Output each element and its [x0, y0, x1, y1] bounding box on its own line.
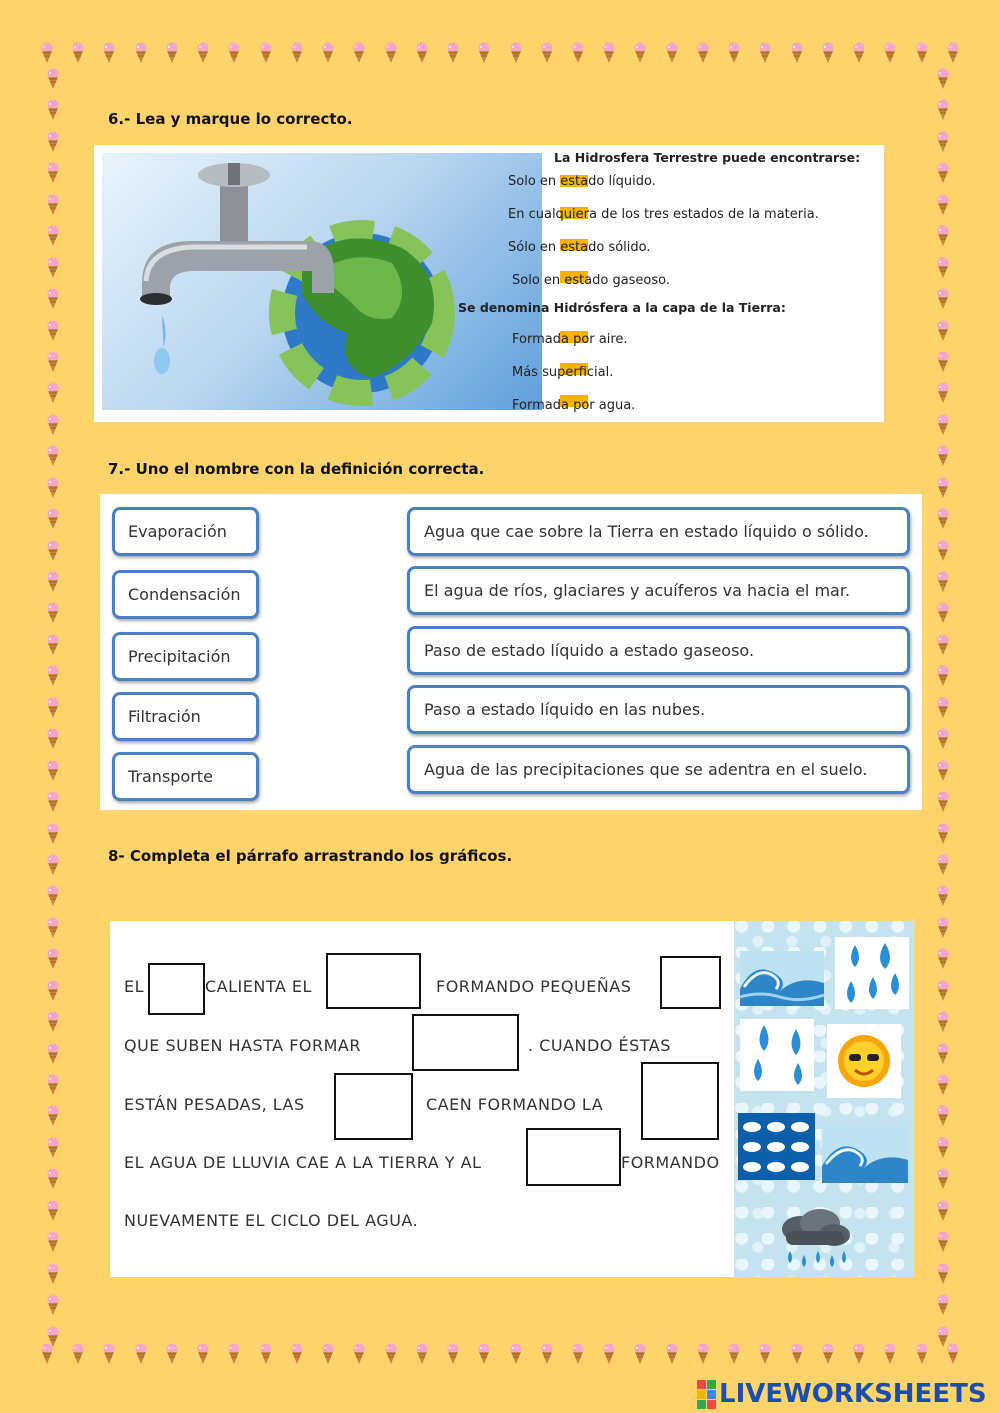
ice-cream-cone-icon: [936, 225, 950, 247]
q6-option1: Solo en estado líquido.: [508, 174, 656, 189]
q8-line1-a: EL: [124, 977, 145, 996]
ice-cream-cone-icon: [571, 1343, 585, 1373]
ice-cream-cone-icon: [915, 1343, 929, 1373]
ice-cream-cone-icon: [46, 665, 60, 687]
ice-cream-cone-icon: [936, 1263, 950, 1285]
ice-cream-cone-icon: [384, 42, 398, 72]
term-filtracion[interactable]: Filtración: [112, 692, 259, 741]
ice-cream-cone-icon: [46, 634, 60, 656]
ice-cream-cone-icon: [321, 42, 335, 72]
ice-cream-cone-icon: [46, 854, 60, 876]
ice-cream-cone-icon: [46, 791, 60, 813]
ice-cream-cone-icon: [936, 382, 950, 404]
ice-cream-cone-icon: [936, 1105, 950, 1127]
ice-cream-cone-icon: [758, 1343, 772, 1373]
ice-cream-cone-icon: [46, 1105, 60, 1127]
ice-cream-cone-icon: [321, 1343, 335, 1373]
q8-line4-b: FORMANDO: [621, 1153, 720, 1172]
ice-cream-cone-icon: [883, 42, 897, 72]
logo-text: LIVEWORKSHEETS: [719, 1379, 987, 1409]
ice-cream-cone-icon: [165, 1343, 179, 1373]
ice-cream-cone-icon: [384, 1343, 398, 1373]
ice-cream-cone-icon: [602, 1343, 616, 1373]
q8-line1-b: CALIENTA EL: [205, 977, 312, 996]
ice-cream-cone-icon: [915, 42, 929, 72]
term-condensacion[interactable]: Condensación: [112, 570, 259, 619]
drop-zone-3[interactable]: [660, 956, 721, 1009]
ice-cream-cone-icon: [936, 288, 950, 310]
ice-cream-cone-icon: [936, 760, 950, 782]
ice-cream-cone-icon: [936, 1168, 950, 1190]
q8-line3-b: CAEN FORMANDO LA: [426, 1095, 604, 1114]
ice-cream-cone-icon: [134, 1343, 148, 1373]
ice-cream-cone-icon: [936, 1200, 950, 1222]
ice-cream-cone-icon: [46, 382, 60, 404]
drop-zone-4[interactable]: [412, 1014, 519, 1071]
definition-2[interactable]: El agua de ríos, glaciares y acuíferos va hacia el mar.: [407, 566, 910, 615]
drop-zone-2[interactable]: [326, 953, 421, 1009]
ice-cream-cone-icon: [883, 1343, 897, 1373]
ice-cream-cone-icon: [509, 1343, 523, 1373]
droplets-icon[interactable]: [740, 1019, 814, 1091]
definition-4[interactable]: Paso a estado líquido en las nubes.: [407, 685, 910, 734]
ice-cream-cone-icon: [46, 99, 60, 121]
rain-cloud-icon[interactable]: [770, 1207, 856, 1271]
ice-cream-cone-icon: [540, 1343, 554, 1373]
q6-question1: La Hidrosfera Terrestre puede encontrarse:: [554, 150, 861, 165]
wave-icon[interactable]: [740, 951, 824, 1006]
ice-cream-cone-icon: [665, 1343, 679, 1373]
q7-heading: 7.- Uno el nombre con la definición correcta.: [108, 460, 485, 478]
ice-cream-cone-icon: [46, 1168, 60, 1190]
ice-cream-cone-icon: [936, 162, 950, 184]
ice-cream-cone-icon: [227, 1343, 241, 1373]
ice-cream-cone-icon: [936, 477, 950, 499]
ice-cream-cone-icon: [46, 1011, 60, 1033]
term-precipitacion[interactable]: Precipitación: [112, 632, 259, 681]
q6-option5: Formada por aire.: [512, 332, 628, 347]
ice-cream-cone-icon: [46, 445, 60, 467]
q6-heading: 6.- Lea y marque lo correcto.: [108, 110, 353, 128]
ice-cream-cone-icon: [46, 477, 60, 499]
ice-cream-cone-icon: [290, 1343, 304, 1373]
ice-cream-cone-icon: [46, 351, 60, 373]
ice-cream-cone-icon: [936, 980, 950, 1002]
ice-cream-cone-icon: [936, 320, 950, 342]
ice-cream-cone-icon: [352, 1343, 366, 1373]
sun-icon[interactable]: [827, 1024, 901, 1098]
ice-cream-cone-icon: [936, 823, 950, 845]
ice-cream-cone-icon: [936, 791, 950, 813]
ice-cream-cone-icon: [46, 1263, 60, 1285]
q6-option3: Sólo en estado sólido.: [508, 240, 651, 255]
ice-cream-cone-icon: [852, 1343, 866, 1373]
q6-question2: Se denomina Hidrósfera a la capa de la Tierra:: [458, 300, 786, 315]
ice-cream-cone-icon: [352, 42, 366, 72]
q7-panel: [100, 494, 922, 810]
ice-cream-cone-icon: [46, 1043, 60, 1065]
q8-heading: 8- Completa el párrafo arrastrando los gráficos.: [108, 847, 513, 865]
ice-cream-cone-icon: [509, 42, 523, 72]
ice-cream-cone-icon: [936, 540, 950, 562]
border-right: [932, 68, 954, 1348]
ice-cream-cone-icon: [936, 68, 950, 90]
ice-cream-cone-icon: [46, 697, 60, 719]
ice-cream-cone-icon: [727, 1343, 741, 1373]
q8-line4-a: EL AGUA DE LLUVIA CAE A LA TIERRA Y AL: [124, 1153, 482, 1172]
ice-cream-cone-icon: [936, 1231, 950, 1253]
ice-cream-cone-icon: [790, 42, 804, 72]
wave-icon[interactable]: [822, 1126, 908, 1183]
ice-cream-cone-icon: [71, 1343, 85, 1373]
ice-cream-cone-icon: [936, 131, 950, 153]
ice-cream-cone-icon: [936, 1137, 950, 1159]
ice-cream-cone-icon: [46, 948, 60, 970]
border-top: [40, 42, 960, 72]
ice-cream-cone-icon: [46, 320, 60, 342]
ice-cream-cone-icon: [936, 1326, 950, 1348]
ice-cream-cone-icon: [936, 414, 950, 436]
ice-cream-cone-icon: [46, 1200, 60, 1222]
ice-cream-cone-icon: [102, 42, 116, 72]
drop-zone-5[interactable]: [334, 1073, 413, 1140]
ice-cream-cone-icon: [446, 1343, 460, 1373]
definition-3[interactable]: Paso de estado líquido a estado gaseoso.: [407, 626, 910, 675]
border-left: [42, 68, 64, 1348]
ice-cream-cone-icon: [936, 1294, 950, 1316]
q6-option4: Solo en estado gaseoso.: [512, 273, 671, 288]
term-evaporacion[interactable]: Evaporación: [112, 507, 259, 556]
ice-cream-cone-icon: [540, 42, 554, 72]
ice-cream-cone-icon: [259, 42, 273, 72]
q6-option6: Más superficial.: [512, 365, 614, 380]
ice-cream-cone-icon: [259, 1343, 273, 1373]
ice-cream-cone-icon: [46, 571, 60, 593]
q8-line2-b: . CUANDO ÉSTAS: [528, 1036, 671, 1055]
ice-cream-cone-icon: [727, 42, 741, 72]
q6-option2: En cualquiera de los tres estados de la materia.: [508, 207, 819, 222]
ice-cream-cone-icon: [134, 42, 148, 72]
ice-cream-cone-icon: [46, 162, 60, 184]
ice-cream-cone-icon: [46, 917, 60, 939]
ice-cream-cone-icon: [46, 1231, 60, 1253]
ice-cream-cone-icon: [102, 1343, 116, 1373]
ice-cream-cone-icon: [415, 1343, 429, 1373]
ice-cream-cone-icon: [46, 131, 60, 153]
q8-line3-a: ESTÁN PESADAS, LAS: [124, 1095, 305, 1114]
q8-paragraph-panel: [110, 921, 734, 1277]
border-bottom: [40, 1343, 960, 1373]
q8-line5: NUEVAMENTE EL CICLO DEL AGUA.: [124, 1211, 419, 1230]
ice-cream-cone-icon: [477, 1343, 491, 1373]
ice-cream-cone-icon: [821, 1343, 835, 1373]
ice-cream-cone-icon: [227, 42, 241, 72]
ice-cream-cone-icon: [936, 697, 950, 719]
ice-cream-cone-icon: [46, 1074, 60, 1096]
droplets-icon[interactable]: [835, 937, 909, 1009]
ice-cream-cone-icon: [633, 42, 647, 72]
ice-cream-cone-icon: [936, 351, 950, 373]
ice-cream-cone-icon: [665, 42, 679, 72]
ice-cream-cone-icon: [936, 665, 950, 687]
ice-cream-cone-icon: [446, 42, 460, 72]
ice-cream-cone-icon: [46, 728, 60, 750]
ice-cream-cone-icon: [46, 885, 60, 907]
ice-cream-cone-icon: [936, 99, 950, 121]
ice-cream-cone-icon: [936, 1074, 950, 1096]
ice-cream-cone-icon: [46, 760, 60, 782]
ice-cream-cone-icon: [936, 571, 950, 593]
ice-cream-cone-icon: [936, 885, 950, 907]
ice-cream-cone-icon: [696, 1343, 710, 1373]
ice-cream-cone-icon: [477, 42, 491, 72]
ice-cream-cone-icon: [821, 42, 835, 72]
ice-cream-cone-icon: [165, 42, 179, 72]
drop-zone-7[interactable]: [526, 1128, 621, 1186]
q6-option7: Formada por agua.: [512, 398, 636, 413]
ice-cream-cone-icon: [46, 540, 60, 562]
ice-cream-cone-icon: [936, 1043, 950, 1065]
ice-cream-cone-icon: [571, 42, 585, 72]
q8-line2-a: QUE SUBEN HASTA FORMAR: [124, 1036, 361, 1055]
ice-cream-cone-icon: [196, 42, 210, 72]
ice-cream-cone-icon: [936, 1011, 950, 1033]
ice-cream-cone-icon: [46, 508, 60, 530]
definition-1[interactable]: Agua que cae sobre la Tierra en estado líquido o sólido.: [407, 507, 910, 556]
ice-cream-cone-icon: [790, 1343, 804, 1373]
ice-cream-cone-icon: [936, 854, 950, 876]
ice-cream-cone-icon: [46, 68, 60, 90]
q8-line1-c: FORMANDO PEQUEÑAS: [436, 977, 632, 996]
ice-cream-cone-icon: [196, 1343, 210, 1373]
ice-cream-cone-icon: [852, 42, 866, 72]
faucet-earth-image: [102, 153, 542, 410]
drop-zone-6[interactable]: [641, 1062, 719, 1140]
q8-tiles-panel: [734, 921, 914, 1277]
ice-cream-cone-icon: [936, 445, 950, 467]
definition-5[interactable]: Agua de las precipitaciones que se adentra en el suelo.: [407, 745, 910, 794]
ice-cream-cone-icon: [936, 634, 950, 656]
ice-cream-cone-icon: [936, 917, 950, 939]
liveworksheets-logo: [697, 1379, 987, 1409]
ice-cream-cone-icon: [602, 42, 616, 72]
ice-cream-cone-icon: [415, 42, 429, 72]
ice-cream-cone-icon: [936, 728, 950, 750]
ice-cream-cone-icon: [46, 1294, 60, 1316]
ice-cream-cone-icon: [46, 414, 60, 436]
ice-cream-cone-icon: [46, 288, 60, 310]
ice-cream-cone-icon: [936, 194, 950, 216]
clouds-icon[interactable]: [738, 1113, 815, 1180]
ice-cream-cone-icon: [46, 980, 60, 1002]
ice-cream-cone-icon: [46, 225, 60, 247]
ice-cream-cone-icon: [46, 1326, 60, 1348]
q6-panel: [94, 145, 884, 422]
ice-cream-cone-icon: [46, 823, 60, 845]
logo-blocks-icon: [697, 1380, 716, 1409]
ice-cream-cone-icon: [46, 1137, 60, 1159]
term-transporte[interactable]: Transporte: [112, 752, 259, 801]
ice-cream-cone-icon: [290, 42, 304, 72]
ice-cream-cone-icon: [71, 42, 85, 72]
ice-cream-cone-icon: [936, 508, 950, 530]
ice-cream-cone-icon: [936, 602, 950, 624]
ice-cream-cone-icon: [46, 257, 60, 279]
ice-cream-cone-icon: [936, 948, 950, 970]
ice-cream-cone-icon: [46, 194, 60, 216]
ice-cream-cone-icon: [46, 602, 60, 624]
ice-cream-cone-icon: [758, 42, 772, 72]
ice-cream-cone-icon: [696, 42, 710, 72]
drop-zone-1[interactable]: [148, 963, 205, 1015]
ice-cream-cone-icon: [633, 1343, 647, 1373]
ice-cream-cone-icon: [936, 257, 950, 279]
